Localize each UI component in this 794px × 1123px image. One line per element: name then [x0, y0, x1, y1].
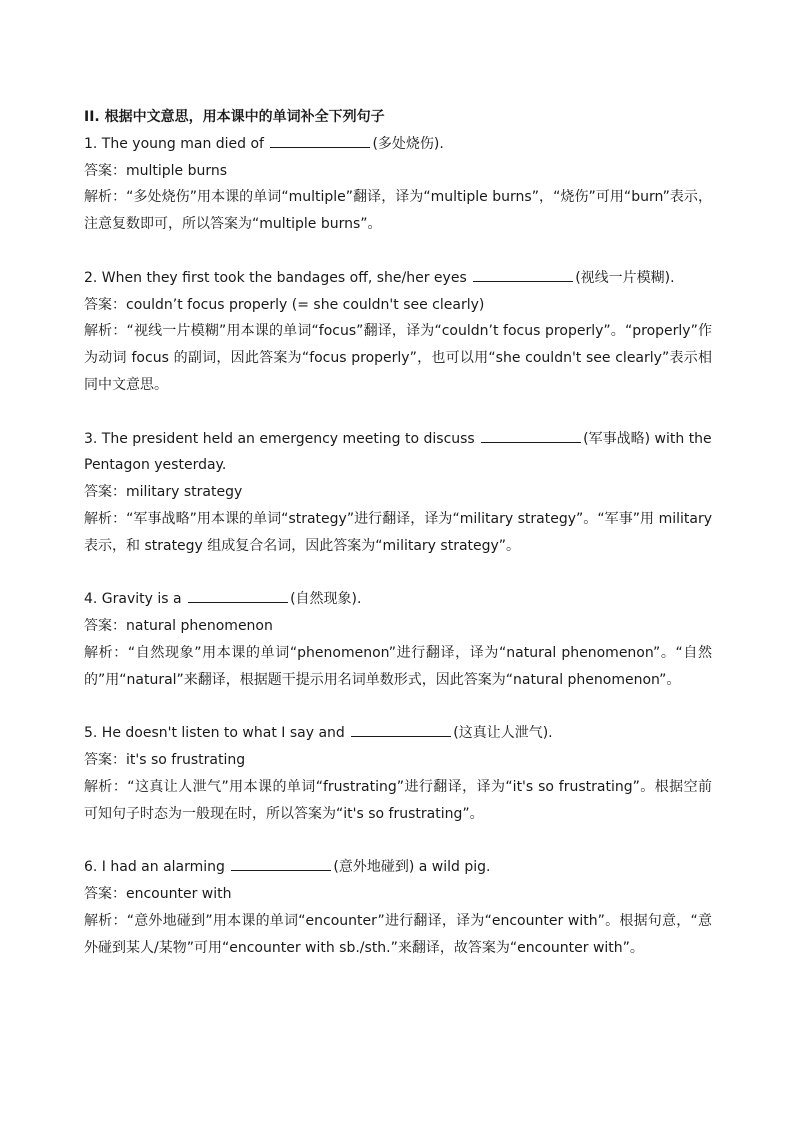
question-text: 5. He doesn't listen to what I say and	[84, 725, 350, 742]
answer-line: 答案：it's so frustrating	[84, 752, 246, 769]
question-text: 4. Gravity is a	[84, 591, 187, 608]
answer-blank	[188, 588, 288, 603]
question-text: 2. When they first took the bandages off, she/her eyes	[84, 269, 472, 286]
analysis-text: 解析：“这真让人泄气”用本课的单词“frustrating”进行翻译，译为“it's so frustrating”。根据空前可知句子时态为一般现在时，所以答案为“it's so frustrating”。	[84, 778, 712, 822]
answer-line: 答案：military strategy	[84, 484, 243, 501]
answer-line: 答案：multiple burns	[84, 162, 228, 179]
question-text: 3. The president held an emergency meeting to discuss	[84, 430, 480, 447]
section-title: II. 根据中文意思，用本课中的单词补全下列句子	[84, 109, 385, 125]
exercise-item-4	[84, 586, 712, 693]
question-hint: (多处烧伤).	[372, 135, 444, 152]
answer-blank	[270, 133, 370, 148]
question-text: 1. The young man died of	[84, 135, 269, 152]
exercise-item-1	[84, 131, 712, 238]
exercise-item-6	[84, 854, 712, 961]
document-page	[84, 104, 712, 988]
answer-blank	[473, 267, 573, 282]
analysis-text: 解析：“多处烧伤”用本课的单词“multiple”翻译，译为“multiple burns”，“烧伤”可用“burn”表示，注意复数即可，所以答案为“multiple burns”。	[84, 189, 712, 233]
answer-blank	[481, 428, 581, 443]
answer-line: 答案：encounter with	[84, 886, 232, 903]
question-text: 6. I had an alarming	[84, 859, 230, 876]
question-hint: (视线一片模糊).	[575, 269, 675, 286]
question-hint: (军事战略) with the Pentagon yesterday.	[84, 430, 712, 474]
question-line	[84, 426, 712, 480]
exercise-item-2	[84, 265, 712, 399]
exercise-item-5	[84, 720, 712, 827]
answer-line: 答案：natural phenomenon	[84, 618, 273, 635]
analysis-text: 解析：“自然现象”用本课的单词“phenomenon”进行翻译，译为“natural phenomenon”。“自然的”用“natural”来翻译，根据题干提示用名词单数形式，因此答案为“natural phenomenon”。	[84, 644, 712, 688]
question-line	[84, 586, 712, 613]
question-hint: (意外地碰到) a wild pig.	[333, 859, 491, 876]
question-line	[84, 265, 712, 292]
analysis-text: 解析：“军事战略”用本课的单词“strategy”进行翻译，译为“military strategy”。“军事”用 military表示，和 strategy 组成复合名词，因此答案为“military strategy”。	[84, 510, 712, 554]
analysis-text: 解析：“意外地碰到”用本课的单词“encounter”进行翻译，译为“encounter with”。根据句意，“意外碰到某人/某物”可用“encounter with sb./sth.”来翻译，故答案为“encounter with”。	[84, 912, 712, 956]
exercise-item-3	[84, 426, 712, 560]
question-hint: (自然现象).	[290, 591, 362, 608]
question-hint: (这真让人泄气).	[453, 725, 553, 742]
question-line	[84, 720, 712, 747]
answer-line: 答案：couldn’t focus properly (= she couldn't see clearly)	[84, 296, 485, 313]
question-line	[84, 854, 712, 881]
answer-blank	[231, 856, 331, 871]
answer-blank	[351, 722, 451, 737]
analysis-text: 解析：“视线一片模糊”用本课的单词“focus”翻译，译为“couldn’t focus properly”。“properly”作为动词 focus 的副词，因此答案为“focus properly”，也可以用“she couldn't see clearly”表示相同中文意思。	[84, 323, 712, 393]
question-line	[84, 131, 712, 158]
